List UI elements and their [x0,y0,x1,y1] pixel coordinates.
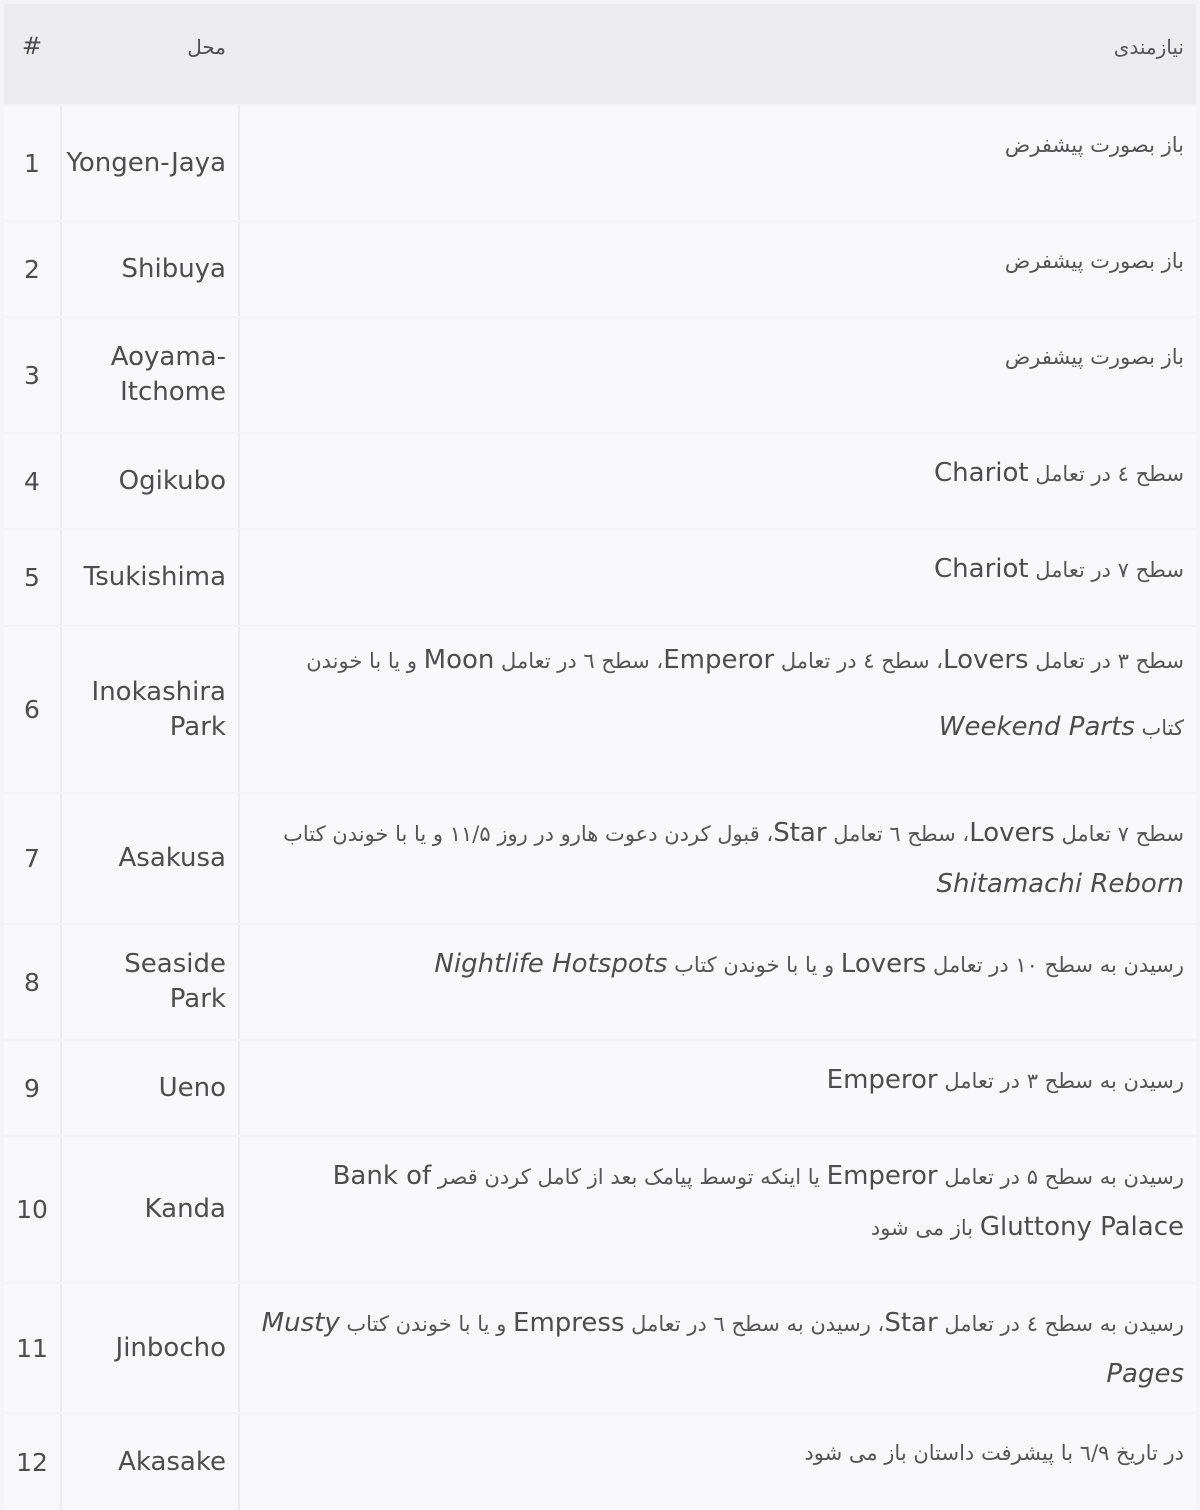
requirement-term: Bank of Gluttony Palace [332,1161,1184,1242]
row-requirement [240,1414,1196,1510]
requirement-term: Weekend Parts [938,712,1135,742]
requirement-term: Star [884,1308,938,1338]
requirement-term: Emperor [826,1161,938,1191]
row-location: Aoyama-Itchome [62,318,240,432]
row-num: 3 [4,318,62,432]
row-location: Yongen-Jaya [62,106,240,220]
row-num: 4 [4,434,62,528]
requirement-text: ، قبول کردن دعوت هارو در روز ۱۱/۵ و یا با خوندن کتاب [283,822,774,846]
row-num: 10 [4,1137,62,1282]
row-location: Ueno [62,1041,240,1135]
requirement-text: و یا با خوندن کتاب [339,1312,514,1336]
row-requirement [240,925,1196,1039]
row-requirement [240,434,1196,528]
requirement-term: Nightlife Hotspots [434,949,668,979]
row-location: Asakusa [62,794,240,923]
requirement-term: Lovers [840,949,927,979]
requirement-term: Lovers [969,818,1055,848]
locations-table [4,4,1196,1504]
row-requirement [240,222,1196,316]
requirement-text: ، رسیدن به سطح ٦ در تعامل [624,1312,885,1336]
row-location: Akasake [62,1414,240,1510]
requirement-term: Chariot [934,458,1029,488]
header-requirement: نیازمندی [240,4,1196,104]
requirement-text: ، سطح ٦ تعامل [826,822,970,846]
requirement-term: Shitamachi Reborn [936,869,1184,899]
row-num: 12 [4,1414,62,1510]
row-requirement [240,1137,1196,1282]
requirement-term: Lovers [943,645,1029,675]
requirement-text: سطح ۳ در تعامل [1028,649,1184,673]
row-num: 2 [4,222,62,316]
row-num: 9 [4,1041,62,1135]
requirement-text: ، سطح ٦ در تعامل [494,649,664,673]
requirement-text: باز بصورت پیشفرض [1004,133,1184,157]
row-requirement [240,106,1196,220]
row-location: Shibuya [62,222,240,316]
requirement-term: Chariot [934,554,1029,584]
requirement-text: رسیدن به سطح ۳ در تعامل [937,1069,1184,1093]
row-location: Seaside Park [62,925,240,1039]
requirement-text: در تاریخ ٦/۹ با پیشرفت داستان باز می شود [804,1441,1184,1465]
requirement-text: باز می شود [870,1216,980,1240]
requirement-text: باز بصورت پیشفرض [1004,249,1184,273]
row-requirement [240,1284,1196,1412]
row-location: Jinbocho [62,1284,240,1412]
requirement-term: Star [773,818,827,848]
requirement-text: سطح ٤ در تعامل [1028,462,1184,486]
header-location: محل [62,4,240,104]
requirement-text: و یا با خوندن کتاب [306,649,1184,740]
requirement-text: رسیدن به سطح ٤ در تعامل [937,1312,1184,1336]
row-requirement [240,627,1196,792]
row-location: Ogikubo [62,434,240,528]
requirement-text: ، سطح ٤ در تعامل [774,649,944,673]
row-location: Inokashira Park [62,627,240,792]
row-requirement [240,530,1196,625]
requirement-term: Empress [513,1308,625,1338]
requirement-term: Emperor [826,1065,938,1095]
row-location: Tsukishima [62,530,240,625]
requirement-text: سطح ۷ تعامل [1054,822,1184,846]
row-location: Kanda [62,1137,240,1282]
requirement-term: Musty Pages [261,1308,1184,1389]
row-requirement [240,318,1196,432]
row-num: 8 [4,925,62,1039]
row-requirement [240,1041,1196,1135]
row-num: 6 [4,627,62,792]
row-num: 11 [4,1284,62,1412]
requirement-text: و یا با خوندن کتاب [667,953,841,977]
requirement-text: سطح ۷ در تعامل [1028,558,1184,582]
requirement-text: رسیدن به سطح ۵ در تعامل [937,1165,1184,1189]
row-num: 5 [4,530,62,625]
header-num: # [4,4,62,104]
requirement-text: یا اینکه توسط پیامک بعد از کامل کردن قصر [431,1165,827,1189]
requirement-text: باز بصورت پیشفرض [1004,345,1184,369]
row-num: 1 [4,106,62,220]
row-num: 7 [4,794,62,923]
requirement-term: Emperor [663,645,775,675]
requirement-text: رسیدن به سطح ۱۰ در تعامل [926,953,1184,977]
row-requirement [240,794,1196,923]
requirement-term: Moon [423,645,495,675]
